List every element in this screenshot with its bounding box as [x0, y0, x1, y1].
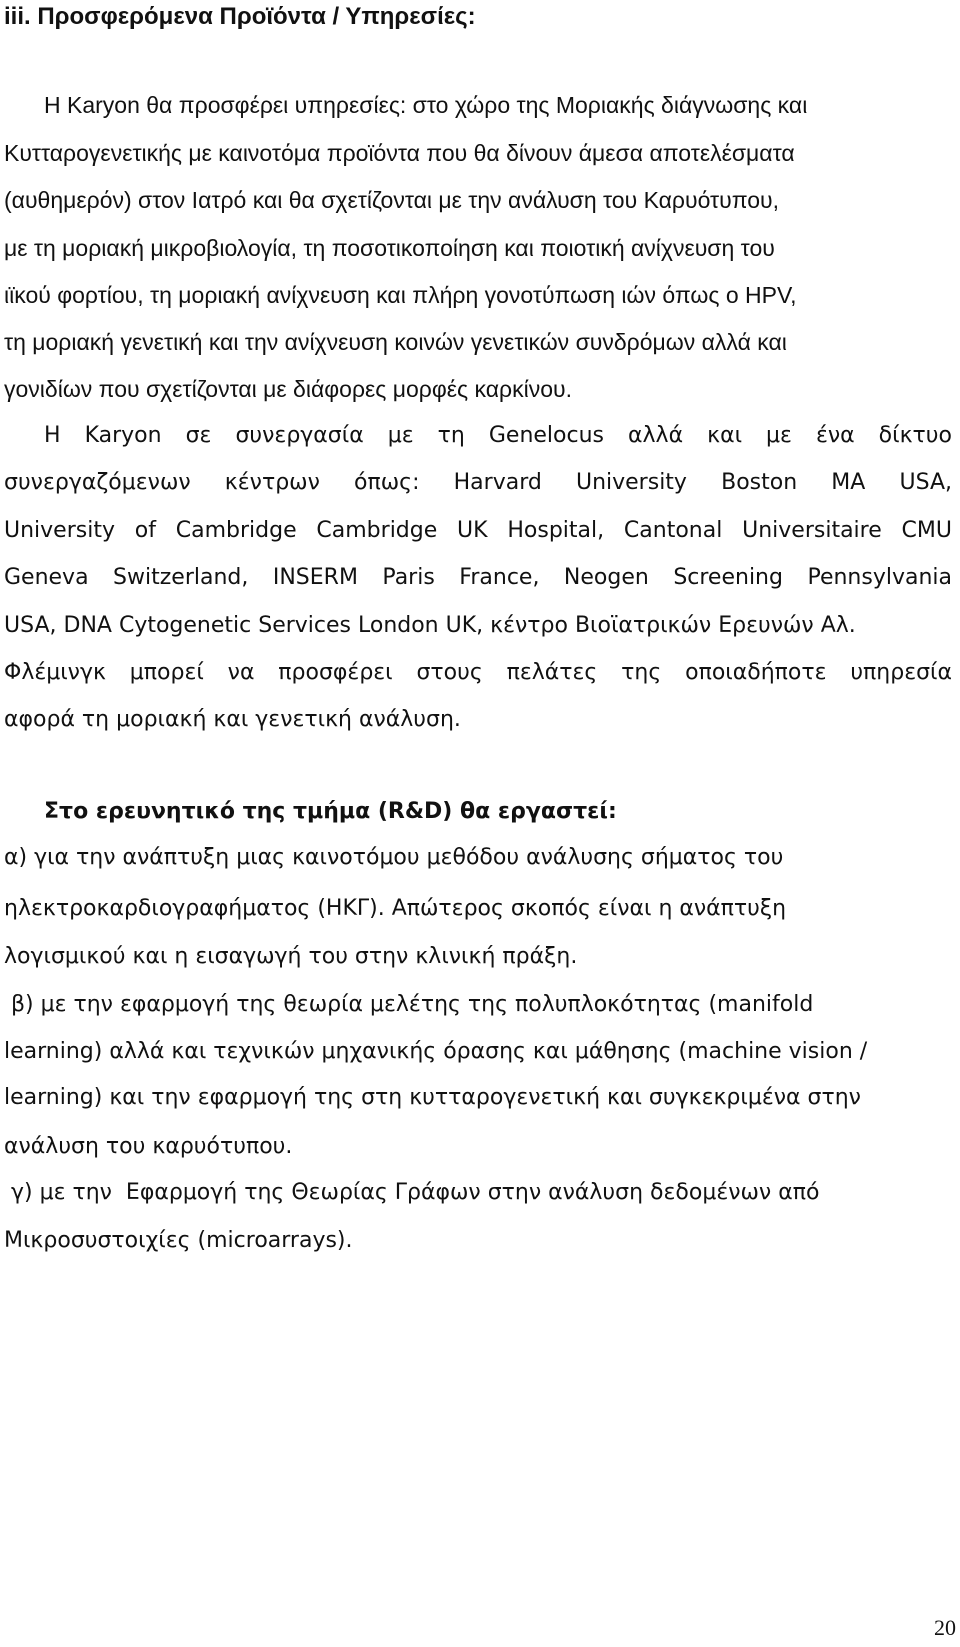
rd-line: learning) αλλά και τεχνικών μηχανικής όρασης και μάθησης (machine vision /	[4, 1039, 868, 1064]
paragraph2-line: Φλέμινγκ μπορεί να προσφέρει στους πελάτες της οποιαδήποτε υπηρεσία	[4, 660, 952, 685]
paragraph2-line: συνεργαζόμενων κέντρων όπως: Harvard University Boston MA USA,	[4, 470, 952, 495]
paragraph1-line: Κυτταρογενετικής με καινοτόμα προϊόντα που θα δίνουν άμεσα αποτελέσματα	[4, 140, 795, 166]
section-heading: iii. Προσφερόμενα Προϊόντα / Υπηρεσίες:	[4, 3, 476, 30]
rd-line: β) με την εφαρμογή της θεωρία μελέτης της πολυπλοκότητας (manifold	[4, 992, 814, 1017]
rd-line: learning) και την εφαρμογή της στη κυτταρογενετική και συγκεκριμένα στην	[4, 1085, 861, 1110]
rd-line: Μικροσυστοιχίες (microarrays).	[4, 1228, 353, 1253]
paragraph2-line: αφορά τη μοριακή και γενετική ανάλυση.	[4, 707, 461, 732]
paragraph1-line: ιϊκού φορτίου, τη μοριακή ανίχνευση και πλήρη γονοτύπωση ιών όπως ο HPV,	[4, 282, 797, 308]
paragraph2-line: USA, DNA Cytogenetic Services London UK, κέντρο Βιοϊατρικών Ερευνών Αλ.	[4, 613, 856, 638]
paragraph2-line: H Karyon σε συνεργασία με τη Genelocus αλλά και με ένα δίκτυο	[44, 423, 952, 448]
rd-line: λογισμικού και η εισαγωγή του στην κλινική πράξη.	[4, 944, 578, 969]
paragraph1-line: γονιδίων που σχετίζονται με διάφορες μορφές καρκίνου.	[4, 376, 572, 402]
rd-line: α) για την ανάπτυξη μιας καινοτόμου μεθόδου ανάλυσης σήματος του	[4, 845, 784, 870]
paragraph2-line: Geneva Switzerland, INSERM Paris France, Neogen Screening Pennsylvania	[4, 565, 952, 590]
page-number: 20	[934, 1615, 956, 1640]
rd-heading: Στο ερευνητικό της τμήμα (R&D) θα εργαστεί:	[44, 799, 617, 824]
paragraph2-line: University of Cambridge Cambridge UK Hospital, Cantonal Universitaire CMU	[4, 518, 952, 543]
rd-line: γ) με την Εφαρμογή της Θεωρίας Γράφων στην ανάλυση δεδομένων από	[4, 1180, 820, 1205]
paragraph1-line: (αυθημερόν) στον Ιατρό και θα σχετίζονται με την ανάλυση του Καρυότυπου,	[4, 187, 780, 213]
paragraph1-line: τη μοριακή γενετική και την ανίχνευση κοινών γενετικών συνδρόμων αλλά και	[4, 329, 787, 355]
rd-line: ανάλυση του καρυότυπου.	[4, 1134, 293, 1159]
rd-line: ηλεκτροκαρδιογραφήματος (ΗΚΓ). Απώτερος σκοπός είναι η ανάπτυξη	[4, 896, 787, 921]
paragraph1-line: H Karyon θα προσφέρει υπηρεσίες: στο χώρο της Μοριακής διάγνωσης και	[44, 92, 808, 118]
paragraph1-line: με τη μοριακή μικροβιολογία, τη ποσοτικοποίηση και ποιοτική ανίχνευση του	[4, 235, 775, 261]
